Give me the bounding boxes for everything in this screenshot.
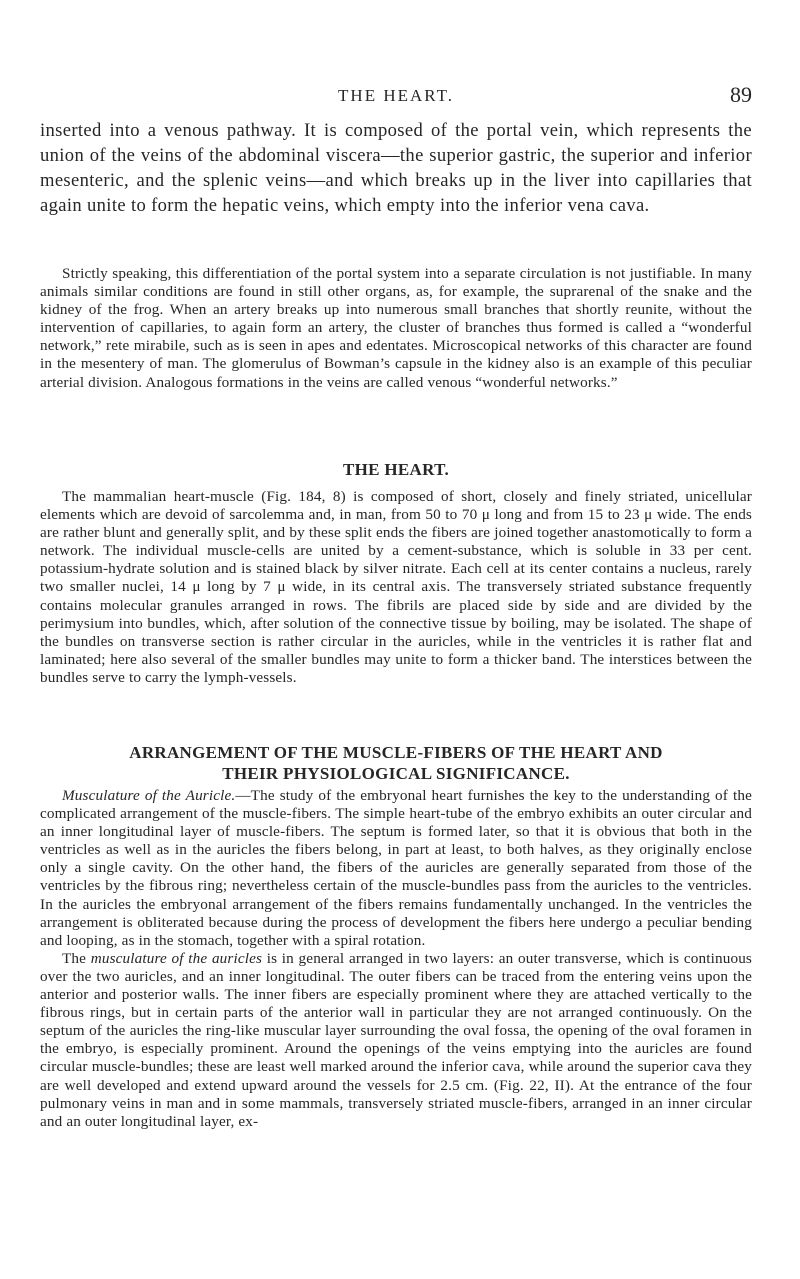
layers-paragraph-text: is in general arranged in two layers: an outer transverse, which is continuous over the two auricles, and an inner longitudinal. The outer fibers can be traced from the entering veins upon the anterior and posterior walls. The inner fibers are especially prominent where they are attached vertically to the fibrous rings, but in certain parts of the anterior wall in particular they are not arranged continuously. On the septum of the auricles the ring-like muscular layer surrounding the oval fossa, the opening of the oval foramen in the embryo, is especially prominent. Around the openings of the veins emptying into the auricles are found circular muscle-bundles; these are least well marked around the inferior cava, while around the superior cava they are well developed and extend upward around the vessels for 2.5 cm. (Fig. 22, II). At the entrance of the four pulmonary veins in man and in some mammals, transversely striated muscle-fibers, arranged in an inner circular and an outer longitudinal layer, ex- bbox=[40, 949, 752, 1130]
running-title: THE HEART. bbox=[338, 86, 454, 105]
heart-paragraph: The mammalian heart-muscle (Fig. 184, 8) is composed of short, closely and finely striated, unicellular elements which are devoid of sarcolemma and, in man, from 50 to 70 μ long and from 15 to 23 μ wide. The ends are rather blunt and generally split, and by these split ends the fibers are joined together anastomotically to form a network. The individual muscle-cells are united by a cement-substance, which is soluble in 33 per cent. potassium-hydrate solution and is stained black by silver nitrate. Each cell at its center contains a nucleus, rarely two smaller nuclei, 14 μ long by 7 μ wide, in its central axis. The transversely striated substance frequently contains molecular granules arranged in rows. The fibrils are placed side by side and are divided by the perimysium into bundles, which, after solution of the connective tissue by boiling, may be isolated. The shape of the bundles on transverse section is rather circular in the auricles, while in the ventricles it is rather flat and laminated; here also several of the smaller bundles may unite to form a thicker band. The interstices between the bundles serve to carry the lymph-vessels. bbox=[40, 488, 752, 686]
auricle-paragraph-text: —The study of the embryonal heart furnishes the key to the understanding of the complicated arrangement of the muscle-fibers. The simple heart-tube of the embryo exhibits an outer circular and an inner longitudinal layer of muscle-fibers. The septum is formed later, so that it is obvious that both in the ventricles as well as in the auricles the fibers belong, in part at least, to both halves, as they originally enclose only a single cavity. On the other hand, the fibers of the auricles are generally separated from those of the ventricles by the fibrous ring; nevertheless certain of the muscle-bundles pass from the auricles to the ventricles. In the auricles the embryonal arrangement of the fibers remains fundamentally unchanged. In the ventricles the arrangement is obliterated because during the process of development the fibers here undergo a peculiar bending and looping, as in the stomach, together with a spiral rotation. bbox=[40, 787, 752, 949]
heart-section bbox=[40, 488, 752, 687]
page-number: 89 bbox=[730, 82, 752, 107]
running-head bbox=[40, 82, 752, 110]
auricle-paragraph bbox=[40, 787, 752, 950]
heart-heading: THE HEART. bbox=[343, 460, 449, 479]
auricle-subhead: Musculature of the Auricle. bbox=[62, 787, 236, 804]
layers-paragraph bbox=[40, 950, 752, 1131]
portal-note bbox=[40, 265, 752, 392]
layers-intro: The bbox=[62, 949, 91, 967]
arrangement-heading-line2: THEIR PHYSIOLOGICAL SIGNIFICANCE. bbox=[222, 764, 570, 783]
layers-italic: musculature of the auricles bbox=[90, 949, 263, 967]
arrangement-heading bbox=[40, 742, 752, 784]
arrangement-section bbox=[40, 787, 752, 1131]
intro-paragraph: inserted into a venous pathway. It is composed of the portal vein, which represents the union of the veins of the abdominal viscera—the superior gastric, the superior and inferior mesenteric, and the splenic veins—and which breaks up in the liver into capillaries that again unite to form the hepatic veins, which empty into the inferior vena cava. bbox=[40, 120, 752, 216]
arrangement-heading-line1: ARRANGEMENT OF THE MUSCLE-FIBERS OF THE HEART AND bbox=[129, 743, 663, 762]
portal-note-text: Strictly speaking, this differentiation of the portal system into a separate circulation is not justifiable. In many animals similar conditions are found in still other organs, as, for example, the suprarenal of the snake and the kidney of the frog. When an artery breaks up into numerous small branches that shortly reunite, without the intervention of capillaries, to again form an artery, the cluster of branches thus formed is called a “wonderful network,” rete mirabile, such as is seen in apes and edentates. Microscopical networks of this character are found in the mesentery of man. The glomerulus of Bowman’s capsule in the kidney also is an example of this peculiar arterial division. Analogous formations in the veins are called venous “wonderful networks.” bbox=[40, 265, 752, 391]
